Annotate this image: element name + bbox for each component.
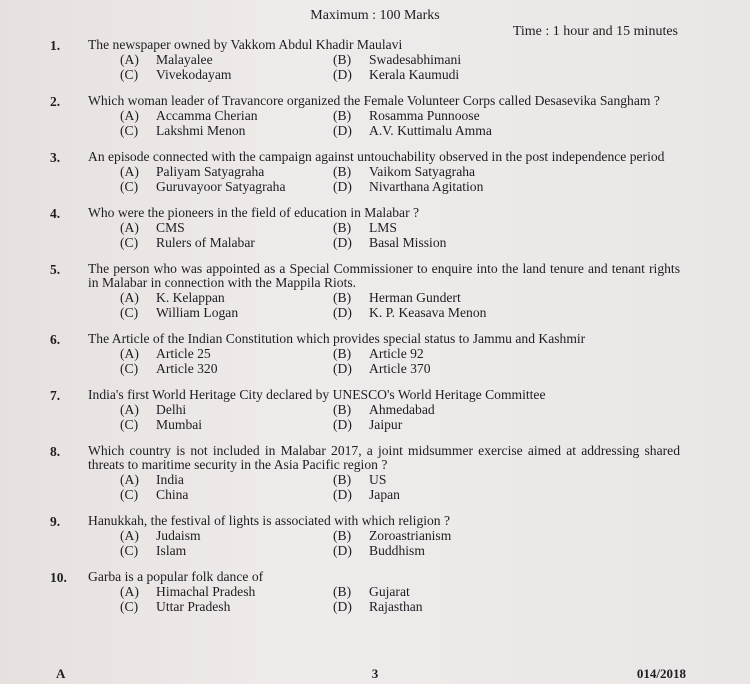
option-letter: (C) [120,417,139,432]
question-text: The newspaper owned by Vakkom Abdul Khadir Maulavi [88,37,403,52]
option-letter: (C) [120,305,139,320]
exam-code: 014/2018 [636,666,686,681]
option-letter: (A) [120,472,139,487]
question-item [50,150,680,194]
answer-options [120,220,680,250]
option-letter: (A) [120,290,139,305]
option-letter: (A) [120,346,139,361]
option-letter: (D) [333,543,352,558]
option-letter: (B) [333,346,352,361]
option-letter: (B) [333,472,352,487]
answer-option [120,584,333,599]
option-text: Herman Gundert [369,290,461,305]
option-letter: (A) [120,528,139,543]
answer-option [333,487,553,502]
question-item [50,444,680,502]
answer-options [120,52,680,82]
option-letter: (A) [120,108,139,123]
option-letter: (A) [120,402,139,417]
answer-options [120,108,680,138]
option-text: Vaikom Satyagraha [369,164,476,179]
page-number: 3 [371,666,379,681]
option-letter: (D) [333,361,352,376]
answer-options [120,528,680,558]
answer-option [333,179,553,194]
option-letter: (B) [333,108,352,123]
question-list [50,38,680,626]
answer-option [120,487,333,502]
option-letter: (C) [120,361,139,376]
option-letter: (D) [333,417,352,432]
answer-option [333,220,553,235]
option-letter: (A) [120,164,139,179]
answer-option [333,305,553,320]
answer-option [333,361,553,376]
option-text: US [369,472,387,487]
option-text: Accamma Cherian [156,108,258,123]
question-text: Hanukkah, the festival of lights is associated with which religion ? [88,513,451,528]
answer-option [120,123,333,138]
answer-option [120,164,333,179]
option-letter: (D) [333,179,352,194]
option-letter: (A) [120,52,139,67]
option-letter: (C) [120,67,139,82]
answer-option [120,528,333,543]
option-text: India [156,472,184,487]
option-text: Rajasthan [369,599,423,614]
answer-option [333,472,553,487]
answer-option [333,543,553,558]
answer-options [120,402,680,432]
option-letter: (C) [120,599,139,614]
question-item [50,332,680,376]
option-letter: (A) [120,584,139,599]
option-letter: (C) [120,487,139,502]
answer-option [120,220,333,235]
maximum-marks: Maximum : 100 Marks [310,8,440,23]
option-letter: (B) [333,164,352,179]
option-letter: (D) [333,487,352,502]
answer-options [120,164,680,194]
answer-option [333,123,553,138]
answer-option [120,472,333,487]
option-text: China [156,487,189,502]
option-text: Gujarat [369,584,410,599]
option-letter: (B) [333,52,352,67]
option-text: Malayalee [156,52,213,67]
option-text: K. Kelappan [156,290,225,305]
question-number: 6. [50,332,61,347]
option-text: K. P. Keasava Menon [369,305,487,320]
question-number: 4. [50,206,61,221]
option-text: A.V. Kuttimalu Amma [369,123,492,138]
answer-option [120,290,333,305]
answer-option [333,235,553,250]
answer-options [120,346,680,376]
option-text: Nivarthana Agitation [369,179,484,194]
question-item [50,262,680,320]
question-number: 1. [50,38,61,53]
answer-option [333,599,553,614]
answer-option [120,305,333,320]
answer-option [333,417,553,432]
question-text: Who were the pioneers in the field of education in Malabar ? [88,205,420,220]
option-text: Zoroastrianism [369,528,452,543]
option-text: Ahmedabad [369,402,435,417]
answer-option [333,290,553,305]
option-text: Swadesabhimani [369,52,462,67]
option-text: Buddhism [369,543,425,558]
answer-option [333,584,553,599]
answer-option [120,543,333,558]
question-text: The person who was appointed as a Special Commissioner to enquire into the land tenure and tenant rights in Malabar in connection with the Mappila Riots. [88,261,680,290]
option-text: Rosamma Punnoose [369,108,480,123]
option-text: Rulers of Malabar [156,235,255,250]
question-text: An episode connected with the campaign against untouchability observed in the post independence period [88,149,665,164]
option-text: Uttar Pradesh [156,599,231,614]
option-letter: (D) [333,235,352,250]
answer-options [120,290,680,320]
option-text: Mumbai [156,417,203,432]
option-text: Japan [369,487,400,502]
option-text: Lakshmi Menon [156,123,246,138]
option-text: LMS [369,220,397,235]
question-item [50,514,680,558]
option-text: Jaipur [369,417,403,432]
question-number: 9. [50,514,61,529]
question-text: Garba is a popular folk dance of [88,569,264,584]
question-item [50,388,680,432]
question-text: The Article of the Indian Constitution which provides special status to Jammu and Kashmir [88,331,586,346]
answer-option [120,599,333,614]
answer-option [333,108,553,123]
option-letter: (C) [120,123,139,138]
answer-option [333,52,553,67]
answer-options [120,472,680,502]
option-letter: (D) [333,67,352,82]
question-text: Which woman leader of Travancore organized the Female Volunteer Corps called Desasevika Sangham ? [88,93,660,108]
series-code: A [56,666,66,681]
answer-option [120,402,333,417]
answer-option [120,361,333,376]
answer-option [120,235,333,250]
question-text: India's first World Heritage City declared by UNESCO's World Heritage Committee [88,387,546,402]
option-text: Article 320 [156,361,218,376]
option-text: Islam [156,543,187,558]
answer-option [333,67,553,82]
option-letter: (A) [120,220,139,235]
option-text: Judaism [156,528,201,543]
answer-option [120,346,333,361]
question-item [50,38,680,82]
option-letter: (D) [333,123,352,138]
question-number: 10. [50,570,67,585]
question-item [50,570,680,614]
question-item [50,94,680,138]
answer-option [333,346,553,361]
option-text: Article 92 [369,346,424,361]
option-text: CMS [156,220,185,235]
answer-option [120,108,333,123]
question-number: 8. [50,444,61,459]
option-letter: (B) [333,528,352,543]
option-text: Kerala Kaumudi [369,67,460,82]
option-text: Delhi [156,402,187,417]
time-allowed: Time : 1 hour and 15 minutes [512,24,678,39]
answer-options [120,584,680,614]
option-letter: (D) [333,305,352,320]
option-text: Basal Mission [369,235,447,250]
option-text: Himachal Pradesh [156,584,256,599]
answer-option [120,67,333,82]
option-text: William Logan [156,305,239,320]
option-letter: (C) [120,235,139,250]
option-letter: (D) [333,599,352,614]
option-letter: (C) [120,543,139,558]
option-letter: (B) [333,290,352,305]
question-number: 5. [50,262,61,277]
option-text: Paliyam Satyagraha [156,164,265,179]
question-number: 7. [50,388,61,403]
question-item [50,206,680,250]
option-letter: (C) [120,179,139,194]
answer-option [333,528,553,543]
answer-option [333,402,553,417]
question-number: 3. [50,150,61,165]
answer-option [120,417,333,432]
answer-option [333,164,553,179]
option-text: Article 370 [369,361,431,376]
option-text: Guruvayoor Satyagraha [156,179,286,194]
question-number: 2. [50,94,61,109]
option-letter: (B) [333,220,352,235]
answer-option [120,179,333,194]
answer-option [120,52,333,67]
option-text: Vivekodayam [156,67,232,82]
option-text: Article 25 [156,346,211,361]
question-text: Which country is not included in Malabar 2017, a joint midsummer exercise aimed at addressing shared threats to maritime security in the Asia Pacific region ? [88,443,680,472]
option-letter: (B) [333,584,352,599]
option-letter: (B) [333,402,352,417]
